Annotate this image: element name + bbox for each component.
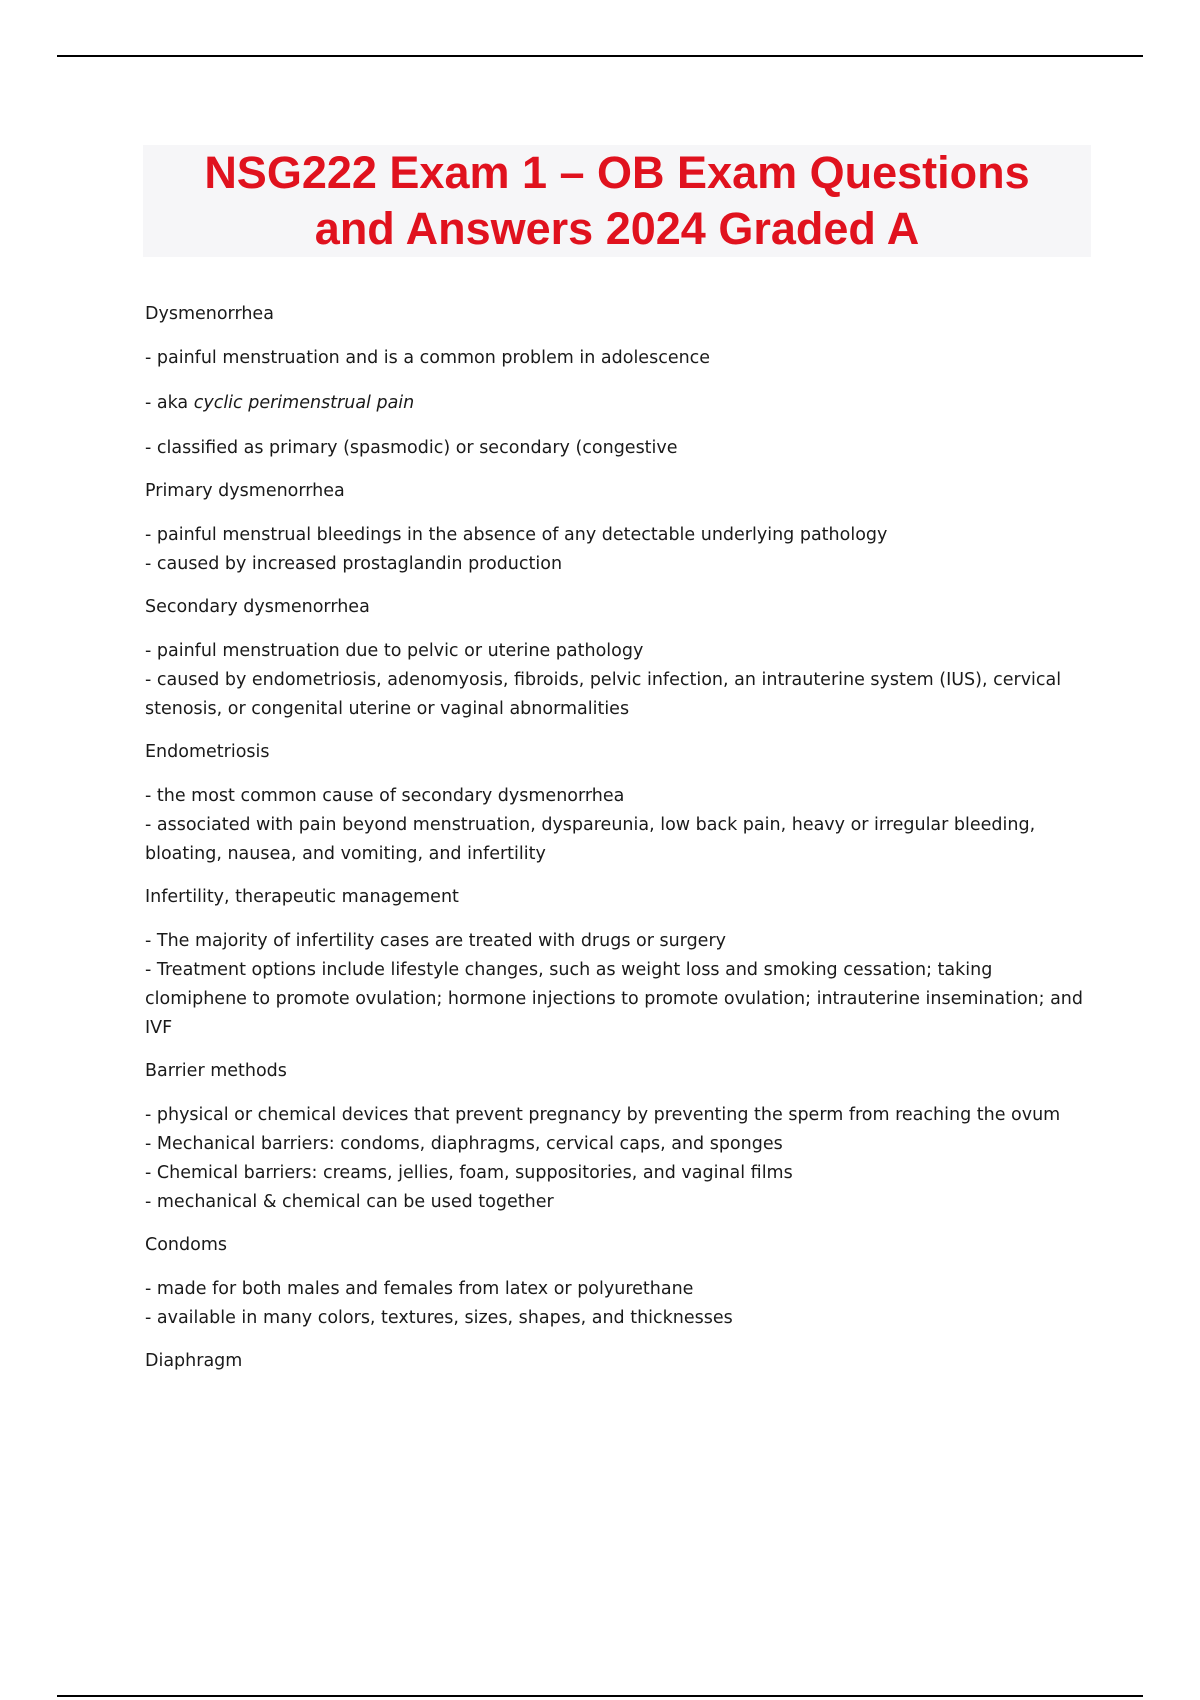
definition-line: - made for both males and females from latex or polyurethane: [145, 1279, 694, 1299]
definition-line: - painful menstruation and is a common problem in adolescence: [145, 348, 711, 368]
term-heading: Endometriosis: [145, 742, 270, 762]
title-line-2: and Answers 2024 Graded A: [314, 203, 920, 254]
term-heading: Dysmenorrhea: [145, 304, 274, 324]
definition-group: [145, 927, 1090, 1043]
definition-line: - available in many colors, textures, sizes, shapes, and thicknesses: [145, 1308, 733, 1328]
definition-group: [145, 1275, 1090, 1333]
term-heading: Secondary dysmenorrhea: [145, 597, 370, 617]
definition-line: - associated with pain beyond menstruation, dyspareunia, low back pain, heavy or irregular bleeding, bloating, nausea, and vomiting, and infertility: [145, 815, 1036, 864]
definition-line: - Treatment options include lifestyle changes, such as weight loss and smoking cessation; taking clomiphene to promote ovulation; hormone injections to promote ovulation; intrauterine insemination; and IVF: [145, 960, 1083, 1038]
definition-group: [145, 1101, 1090, 1217]
definition-line: - Chemical barriers: creams, jellies, foam, suppositories, and vaginal films: [145, 1163, 793, 1183]
definition-line: - physical or chemical devices that prevent pregnancy by preventing the sperm from reaching the ovum: [145, 1105, 1061, 1125]
definition-group: [145, 344, 1090, 463]
aka-italic-term: cyclic perimenstrual pain: [193, 393, 415, 413]
definition-group: [145, 637, 1090, 724]
top-rule: [57, 55, 1143, 57]
definition-line: - painful menstrual bleedings in the absence of any detectable underlying pathology: [145, 525, 888, 545]
definition-line: - The majority of infertility cases are treated with drugs or surgery: [145, 931, 726, 951]
title-line-1: NSG222 Exam 1 – OB Exam Questions: [204, 147, 1030, 198]
term-heading: Condoms: [145, 1235, 227, 1255]
aka-prefix: - aka: [145, 393, 194, 413]
definition-line: - caused by increased prostaglandin production: [145, 554, 563, 574]
definition-line: - caused by endometriosis, adenomyosis, fibroids, pelvic infection, an intrauterine system (IUS), cervical stenosis, or congenital uterine or vaginal abnormalities: [145, 670, 1062, 719]
definition-group: [145, 521, 1090, 579]
term-heading: Barrier methods: [145, 1061, 287, 1081]
document-title: [143, 145, 1091, 257]
definition-line: - classified as primary (spasmodic) or secondary (congestive: [145, 438, 678, 458]
document-body: [145, 300, 1090, 1391]
definition-line-aka: [145, 389, 1090, 418]
term-heading: Diaphragm: [145, 1351, 243, 1371]
definition-line: - Mechanical barriers: condoms, diaphragms, cervical caps, and sponges: [145, 1134, 783, 1154]
bottom-rule: [57, 1695, 1143, 1697]
term-heading: Infertility, therapeutic management: [145, 887, 459, 907]
definition-line: - the most common cause of secondary dysmenorrhea: [145, 786, 625, 806]
definition-group: [145, 782, 1090, 869]
term-heading: Primary dysmenorrhea: [145, 481, 345, 501]
definition-line: - mechanical & chemical can be used together: [145, 1192, 554, 1212]
definition-line: - painful menstruation due to pelvic or uterine pathology: [145, 641, 644, 661]
